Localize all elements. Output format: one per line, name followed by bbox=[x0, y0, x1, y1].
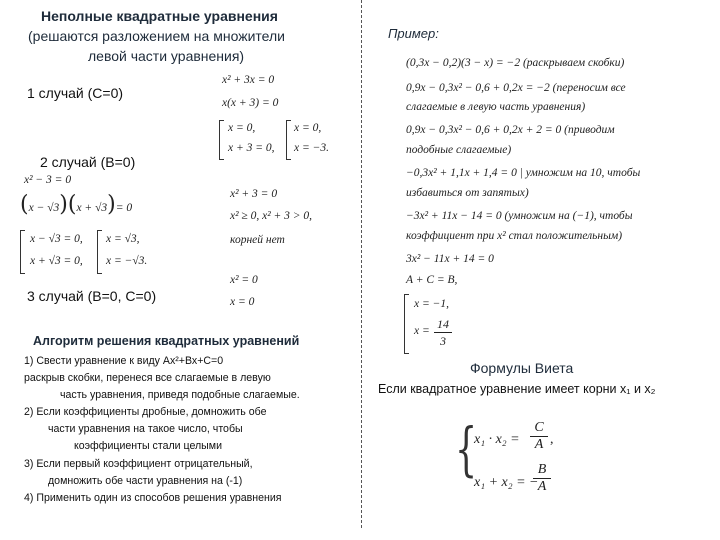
example-result-2-num: 14 bbox=[434, 316, 452, 333]
example-result-bracket bbox=[404, 294, 409, 354]
example-step-2: 0,9x − 0,3x² − 0,6 + 0,2x = −2 (переносим все bbox=[406, 82, 626, 94]
example-step-3: слагаемые в левую часть уравнения) bbox=[406, 101, 586, 113]
case2-eq1: x² − 3 = 0 bbox=[24, 174, 72, 186]
case2-alt-note: корней нет bbox=[230, 234, 285, 246]
paren-open-1: ( bbox=[20, 192, 29, 217]
case3-eq2: x = 0 bbox=[230, 296, 255, 308]
case3-label: 3 случай (В=0, С=0) bbox=[27, 288, 157, 304]
example-result-2-lhs: x = bbox=[414, 325, 430, 337]
algorithm-line-4: 2) Если коэффициенты дробные, домножить обе bbox=[24, 406, 267, 418]
example-step-1: (0,3x − 0,2)(3 − x) = −2 (раскрываем скобки) bbox=[406, 57, 625, 69]
case1-sys-a2: x + 3 = 0, bbox=[228, 142, 275, 154]
vieta-f2-frac bbox=[533, 462, 551, 495]
vieta-f1-comma: , bbox=[550, 432, 554, 447]
paren-close-2: ) bbox=[107, 192, 116, 217]
example-result-2-den: 3 bbox=[440, 334, 446, 348]
algorithm-line-3: часть уравнения, приведя подобные слагаемые. bbox=[60, 389, 300, 401]
example-label: Пример: bbox=[388, 26, 439, 41]
case1-sys-b1: x = 0, bbox=[294, 122, 322, 134]
algorithm-line-5: части уравнения на такое число, чтобы bbox=[48, 423, 243, 435]
case1-eq1: x² + 3x = 0 bbox=[222, 74, 275, 86]
algorithm-line-9: 4) Применить один из способов решения уравнения bbox=[24, 492, 282, 504]
case1-eq2: x(x + 3) = 0 bbox=[222, 97, 279, 109]
example-step-7: избавиться от запятых) bbox=[406, 187, 529, 199]
algorithm-line-7: 3) Если первый коэффициент отрицательный, bbox=[24, 458, 253, 470]
vieta-f2-num: B bbox=[533, 462, 551, 479]
example-step-4: 0,9x − 0,3x² − 0,6 + 0,2x + 2 = 0 (приводим bbox=[406, 124, 615, 136]
example-step-8: −3x² + 11x − 14 = 0 (умножим на (−1), чтобы bbox=[406, 210, 633, 222]
example-step-11: A + C = B, bbox=[406, 274, 458, 286]
algorithm-title: Алгоритм решения квадратных уравнений bbox=[33, 334, 300, 348]
algorithm-line-6: коэффициенты стали целыми bbox=[74, 440, 222, 452]
vieta-title: Формулы Виета bbox=[470, 360, 574, 376]
example-step-10: 3x² − 11x + 14 = 0 bbox=[406, 253, 494, 265]
example-step-6: −0,3x² + 1,1x + 1,4 = 0 | умножим на 10, чтобы bbox=[406, 167, 641, 179]
case2-factor-2: x + √3 bbox=[76, 202, 108, 214]
vieta-f1-den: A bbox=[534, 437, 544, 452]
vieta-brace: { bbox=[455, 415, 478, 483]
case1-bracket-b bbox=[286, 120, 291, 160]
case2-bracket-b bbox=[97, 230, 102, 274]
case1-sys-b2: x = −3. bbox=[294, 142, 329, 154]
example-result-2-frac bbox=[434, 316, 452, 349]
case2-alt-eq1: x² + 3 = 0 bbox=[230, 188, 278, 200]
left-subtitle-2: левой части уравнения) bbox=[88, 48, 245, 64]
vieta-subtitle: Если квадратное уравнение имеет корни x₁ и x₂ bbox=[378, 382, 656, 396]
case2-alt-eq2: x² ≥ 0, x² + 3 > 0, bbox=[230, 210, 313, 222]
case1-label: 1 случай (С=0) bbox=[27, 85, 124, 101]
case2-sys-b2: x = −√3. bbox=[106, 255, 148, 267]
vieta-f2-lhs: x₁ + x₂ = − bbox=[474, 475, 539, 490]
case1-sys-a1: x = 0, bbox=[228, 122, 256, 134]
case1-bracket-a bbox=[219, 120, 224, 160]
algorithm-line-8: домножить обе части уравнения на (-1) bbox=[48, 475, 243, 487]
center-divider bbox=[361, 0, 362, 528]
case2-sys-b1: x = √3, bbox=[106, 233, 140, 245]
example-result-1: x = −1, bbox=[414, 298, 449, 310]
case2-sys-a1: x − √3 = 0, bbox=[30, 233, 83, 245]
example-step-5: подобные слагаемые) bbox=[406, 144, 512, 156]
case2-bracket-a bbox=[20, 230, 25, 274]
case2-eq2-end: = 0 bbox=[115, 202, 133, 214]
case2-sys-a2: x + √3 = 0, bbox=[30, 255, 83, 267]
case2-eq2 bbox=[20, 192, 132, 217]
vieta-f2-den: A bbox=[537, 479, 547, 494]
case2-factor-1: x − √3 bbox=[28, 202, 60, 214]
case3-eq1: x² = 0 bbox=[230, 274, 258, 286]
vieta-f1-frac bbox=[530, 420, 548, 453]
example-step-9: коэффициент при x² стал положительным) bbox=[406, 230, 623, 242]
paren-close-1: )( bbox=[59, 192, 77, 217]
left-subtitle-1: (решаются разложением на множители bbox=[28, 28, 285, 44]
left-title: Неполные квадратные уравнения bbox=[41, 8, 278, 24]
vieta-f1-num: C bbox=[530, 420, 548, 437]
algorithm-line-1: 1) Свести уравнение к виду Ах²+Вх+С=0 bbox=[24, 355, 224, 367]
vieta-f1-lhs: x₁ · x₂ = bbox=[474, 432, 520, 447]
algorithm-line-2: раскрыв скобки, перенеся все слагаемые в левую bbox=[24, 372, 271, 384]
case2-label: 2 случай (В=0) bbox=[40, 154, 136, 170]
